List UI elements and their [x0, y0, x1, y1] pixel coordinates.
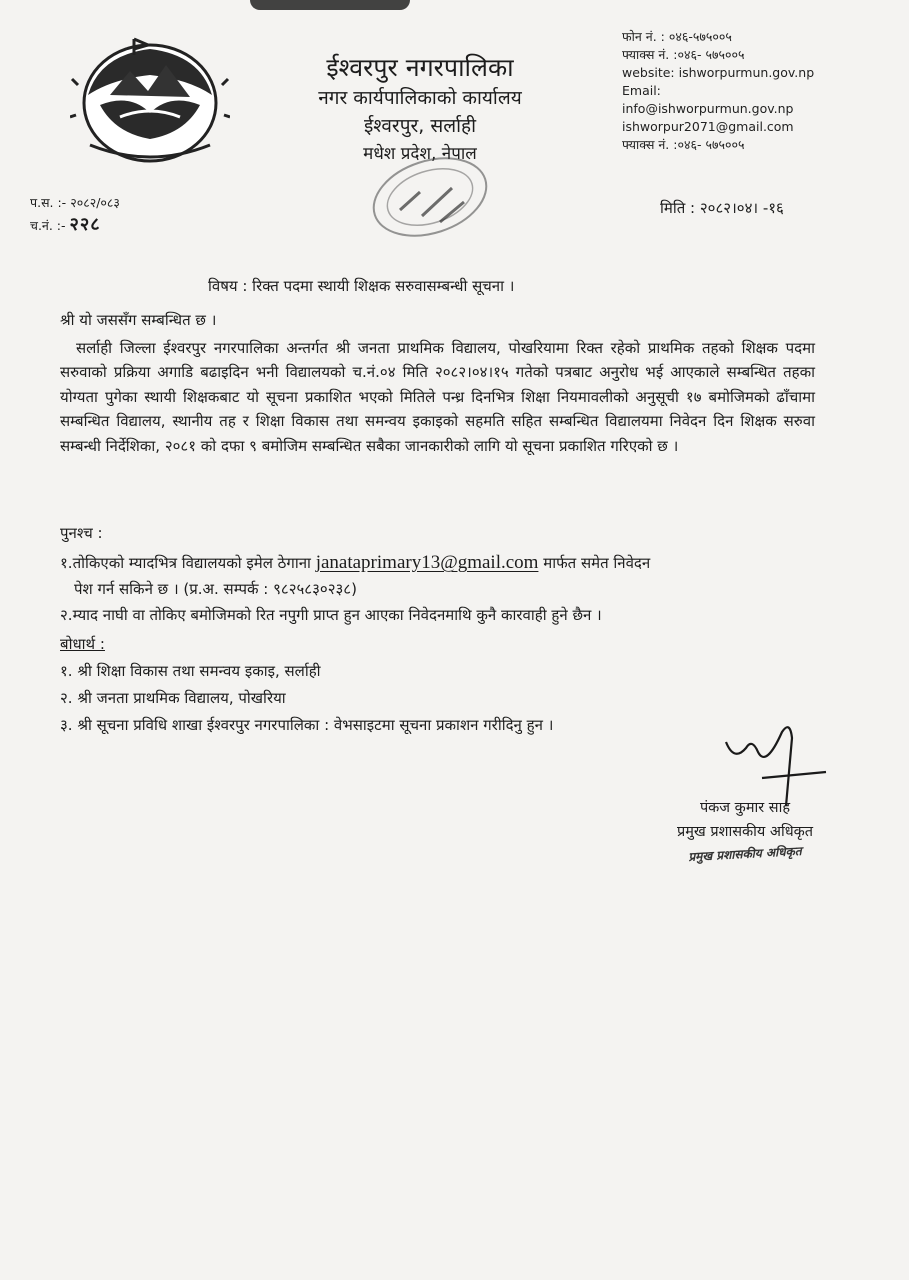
fax-number-secondary: फ्याक्स नं. :०४६- ५७५००५: [622, 137, 745, 152]
office-header: [270, 52, 570, 168]
letter-serial-value: २०८२/०८३: [70, 195, 120, 210]
note-1-prefix: १.तोकिएको म्यादभित्र विद्यालयको इमेल ठेगाना: [60, 554, 311, 572]
office-province: मधेश प्रदेश, नेपाल: [363, 144, 477, 164]
municipality-emblem-icon: [70, 35, 230, 170]
phone-number: फोन नं. : ०४६-५७५००५: [622, 29, 732, 44]
contact-details: [622, 28, 902, 154]
note-1-suffix: मार्फत समेत निवेदन: [543, 554, 651, 572]
letter-addressee: श्री यो जससँग सम्बन्धित छ ।: [60, 311, 217, 329]
letter-body-text: सर्लाही जिल्ला ईश्वरपुर नगरपालिका अन्तर्गत श्री जनता प्राथमिक विद्यालय, पोखरियामा रिक्त रहेको प्राथमिक तहको शिक्षक पदमा सरुवाको प्रक्रिया अगाडि बढाइदिन भनी विद्यालयको च.नं.०४ मिति २०८२।०४।१५ गतेको पत्रबाट अनुरोध भई आएकाले सम्बन्धित तहका योग्यता पुगेका स्थायी शिक्षकबाट यो सूचना प्रकाशित भएको मितिले पन्ध्र दिनभित्र शिक्षा नियमावलीको अनुसूची १७ बमोजिमको ढाँचामा सम्बन्धित विद्यालय, स्थानीय तह र शिक्षा विकास तथा समन्वय इकाइको सहमति सहित सम्बन्धित विद्यालयमा निवेदन दिन शिक्षक सरुवा सम्बन्धी निर्देशिका, २०८१ को दफा ९ बमोजिम सम्बन्धित सबैका जानकारीको लागि यो सूचना प्रकाशित गरिएको छ ।: [60, 339, 815, 455]
letter-subject: विषय : रिक्त पदमा स्थायी शिक्षक सरुवासम्बन्धी सूचना ।: [208, 277, 515, 295]
signature-icon: [718, 718, 828, 808]
email-link-office[interactable]: ishworpur2071@gmail.com: [622, 119, 794, 134]
dispatch-number: [30, 214, 120, 237]
fax-number: फ्याक्स नं. :०४६- ५७५००५: [622, 47, 745, 62]
letter-serial-label: प.स. :-: [30, 195, 67, 210]
reference-numbers: [30, 192, 120, 237]
cc-list: [60, 658, 553, 739]
letter-body: [60, 336, 815, 458]
municipality-name: ईश्वरपुर नगरपालिका: [326, 53, 514, 82]
postscript-heading: पुनश्च :: [60, 524, 103, 542]
dispatch-number-value: २२८: [69, 214, 101, 235]
letter-serial: [30, 192, 120, 214]
note-1-line-2: पेश गर्न सकिने छ । (प्र.अ. सम्पर्क : ९८२५८३०२३८): [74, 580, 357, 598]
email-label: Email:: [622, 83, 661, 98]
school-email-link[interactable]: janataprimary13@gmail.com: [315, 552, 539, 573]
cc-item-1: १. श्री शिक्षा विकास तथा समन्वय इकाइ, सर्लाही: [60, 662, 321, 680]
cc-item-2: २. श्री जनता प्राथमिक विद्यालय, पोखरिया: [60, 689, 286, 707]
postscript-note-1: [60, 550, 820, 602]
postscript-note-2: २.म्याद नाघी वा तोकिए बमोजिमको रित नपुगी प्राप्त हुन आएका निवेदनमाथि कुनै कारवाही हुने छैन ।: [60, 606, 602, 624]
office-name: नगर कार्यपालिकाको कार्यालय: [318, 87, 522, 109]
signatory-title: प्रमुख प्रशासकीय अधिकृत: [676, 824, 814, 840]
office-location: ईश्वरपुर, सर्लाही: [363, 115, 477, 137]
scan-shadow: [250, 0, 410, 10]
letter-date: मिति : २०८२।०४। -१६: [660, 199, 784, 217]
website-link[interactable]: website: ishworpurmun.gov.np: [622, 65, 815, 80]
dispatch-number-label: च.नं. :-: [30, 218, 66, 233]
signatory-name: पंकज कुमार साह: [699, 800, 791, 816]
signatory-stamp: प्रमुख प्रशासकीय अधिकृत: [688, 844, 802, 864]
email-link-info[interactable]: info@ishworpurmun.gov.np: [622, 101, 794, 116]
cc-heading: बोधार्थ :: [60, 635, 105, 653]
cc-item-3: ३. श्री सूचना प्रविधि शाखा ईश्वरपुर नगरपालिका : वेभसाइटमा सूचना प्रकाशन गरीदिनु हुन ।: [60, 716, 554, 734]
office-stamp-icon: [360, 152, 500, 242]
signatory-block: [645, 796, 845, 864]
